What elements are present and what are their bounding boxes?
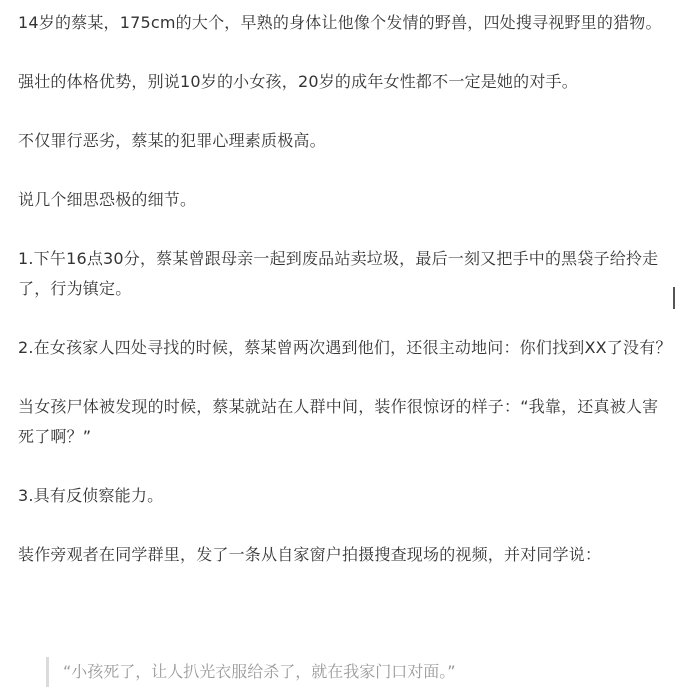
article-paragraph: 强壮的体格优势，别说10岁的小女孩，20岁的成年女性都不一定是她的对手。 [18,72,578,91]
article-paragraph: 装作旁观者在同学群里，发了一条从自家窗户拍摄搜查现场的视频，并对同学说： [18,545,602,564]
article-paragraph: 2.在女孩家人四处寻找的时候，蔡某曾两次遇到他们，还很主动地问：你们找到XX了没有？ [18,338,672,357]
article-body [18,8,673,599]
article-paragraph: 不仅罪行恶劣，蔡某的犯罪心理素质极高。 [18,131,326,150]
text-cursor-mark [673,287,675,309]
article-paragraph: 3.具有反侦察能力。 [18,486,164,505]
article-paragraph: 1.下午16点30分，蔡某曾跟母亲一起到废品站卖垃圾，最后一刻又把手中的黑袋子给拎走了，行为镇定。 [18,249,659,298]
article-paragraph: 14岁的蔡某，175cm的大个，早熟的身体让他像个发情的野兽，四处搜寻视野里的猎物。 [18,13,662,32]
article-paragraph: 当女孩尸体被发现的时候，蔡某就站在人群中间，装作很惊讶的样子：“我靠，还真被人害死了啊？” [18,397,659,446]
blockquote: “小孩死了，让人扒光衣服给杀了，就在我家门口对面。” [46,657,689,687]
article-paragraph: 说几个细思恐极的细节。 [18,190,197,209]
